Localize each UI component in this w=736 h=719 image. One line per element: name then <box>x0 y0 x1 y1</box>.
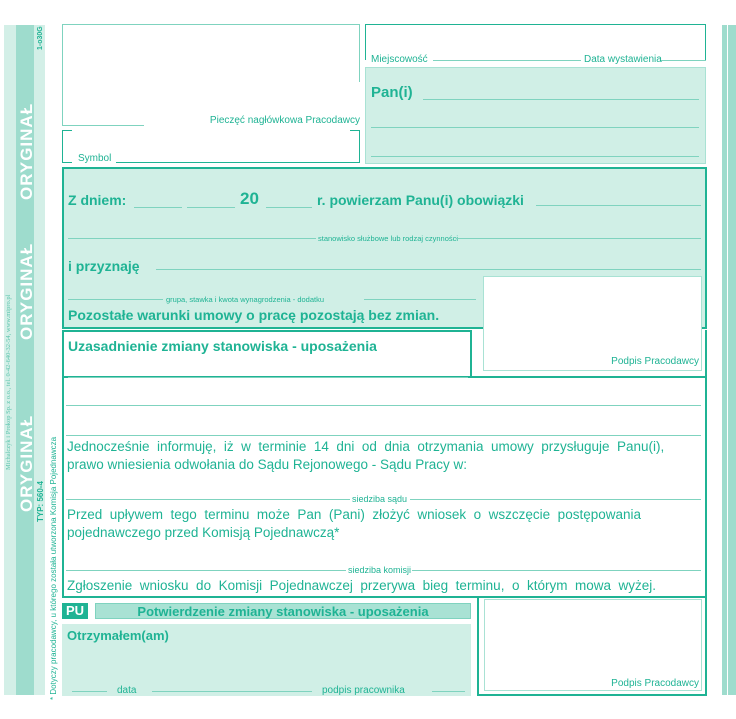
place-date-field[interactable] <box>365 24 706 66</box>
addressee-label: Pan(i) <box>371 84 413 101</box>
confirmation-employer-box <box>477 596 707 696</box>
date-field[interactable] <box>152 691 312 692</box>
justification-line[interactable] <box>68 377 468 378</box>
symbol-field[interactable] <box>62 130 360 163</box>
received-label: Otrzymałem(am) <box>67 628 169 643</box>
receipt-area[interactable] <box>62 624 471 696</box>
place-label: Miejscowość <box>371 54 428 65</box>
position-field[interactable] <box>68 238 316 239</box>
court-seat-field[interactable] <box>66 499 350 500</box>
justification-title: Uzasadnienie zmiany stanowiska - uposażenia <box>68 338 377 354</box>
justification-section <box>62 330 472 378</box>
pu-badge: PU <box>62 603 88 619</box>
employer-signature-label: Podpis Pracodawcy <box>611 356 699 367</box>
original-label: ORYGINAŁ <box>17 414 36 512</box>
commission-caption: siedziba komisji <box>348 565 412 575</box>
original-label: ORYGINAŁ <box>17 102 36 200</box>
right-strip <box>722 25 727 695</box>
year-field[interactable] <box>266 207 312 208</box>
addressee-name-line[interactable] <box>423 99 699 100</box>
court-caption: siedziba sądu <box>352 494 408 504</box>
divider <box>705 330 707 378</box>
grant-label: i przyznaję <box>68 258 140 274</box>
notice-para3: Zgłoszenie wniosku do Komisji Pojednawczej przerywa bieg terminu, o którym mowa wyżej. <box>67 578 656 593</box>
duties-field[interactable] <box>536 205 701 206</box>
year-prefix: 20 <box>240 189 259 208</box>
type-code: TYP: 560-4 <box>36 481 45 522</box>
addressee-box <box>365 67 706 164</box>
justification-line[interactable] <box>66 405 701 406</box>
salary-caption: grupa, stawka i kwota wynagrodzenia - dodatku <box>166 295 325 304</box>
day-field[interactable] <box>134 207 182 208</box>
addressee-address-line[interactable] <box>371 156 699 157</box>
employee-signature-field[interactable] <box>432 691 465 692</box>
month-field[interactable] <box>187 207 235 208</box>
notice-para2-line-1: Przed upływem tego terminu może Pan (Pani) złożyć wniosek o wszczęcie postępowania <box>67 507 642 522</box>
employer-signature-box[interactable] <box>483 276 702 371</box>
employer-stamp-label: Pieczęć nagłówkowa Pracodawcy <box>209 115 360 126</box>
notice-line-2: prawo wniesienia odwołania do Sądu Rejonowego - Sądu Pracy w: <box>67 457 467 472</box>
salary-field[interactable] <box>68 299 163 300</box>
right-strip <box>728 25 736 695</box>
symbol-label: Symbol <box>78 153 112 164</box>
employer-stamp-area[interactable] <box>62 24 360 126</box>
remaining-terms: Pozostałe warunki umowy o pracę pozostają bez zmian. <box>68 307 440 323</box>
justification-line[interactable] <box>66 435 701 436</box>
notice-para2-line-2: pojednawczego przed Komisją Pojednawczą* <box>67 525 340 540</box>
position-caption: stanowisko służbowe lub rodzaj czynności <box>318 234 459 243</box>
commission-seat-field[interactable] <box>66 570 346 571</box>
footnote: * Dotyczy pracodawcy, u którego została utworzona Komisja Pojednawcza <box>49 436 58 700</box>
divider <box>472 376 707 378</box>
confirmation-title: Potwierdzenie zmiany stanowiska - uposażenia <box>95 603 471 619</box>
issue-date-label: Data wystawienia <box>584 54 662 65</box>
form-code: 1-o30G <box>37 26 44 50</box>
employer-signature-label: Podpis Pracodawcy <box>611 678 699 689</box>
from-date-label: Z dniem: <box>68 192 127 208</box>
date-label: data <box>117 685 137 696</box>
duties-text: r. powierzam Panu(i) obowiązki <box>317 192 524 208</box>
confirmation-section <box>62 603 472 696</box>
publisher-info: Michalczyk i Prokop Sp. z o.o., tel. 0-42-640-32-54, www.mipro.pl <box>5 294 12 470</box>
employer-signature-box[interactable] <box>484 599 702 691</box>
notice-line-1: Jednocześnie informuję, iż w terminie 14 dni od dnia otrzymania umowy przysługuje Panu(i), <box>67 439 665 454</box>
addressee-address-line[interactable] <box>371 127 699 128</box>
employee-signature-label: podpis pracownika <box>322 685 405 696</box>
grant-field[interactable] <box>156 269 701 270</box>
original-label: ORYGINAŁ <box>17 242 36 340</box>
